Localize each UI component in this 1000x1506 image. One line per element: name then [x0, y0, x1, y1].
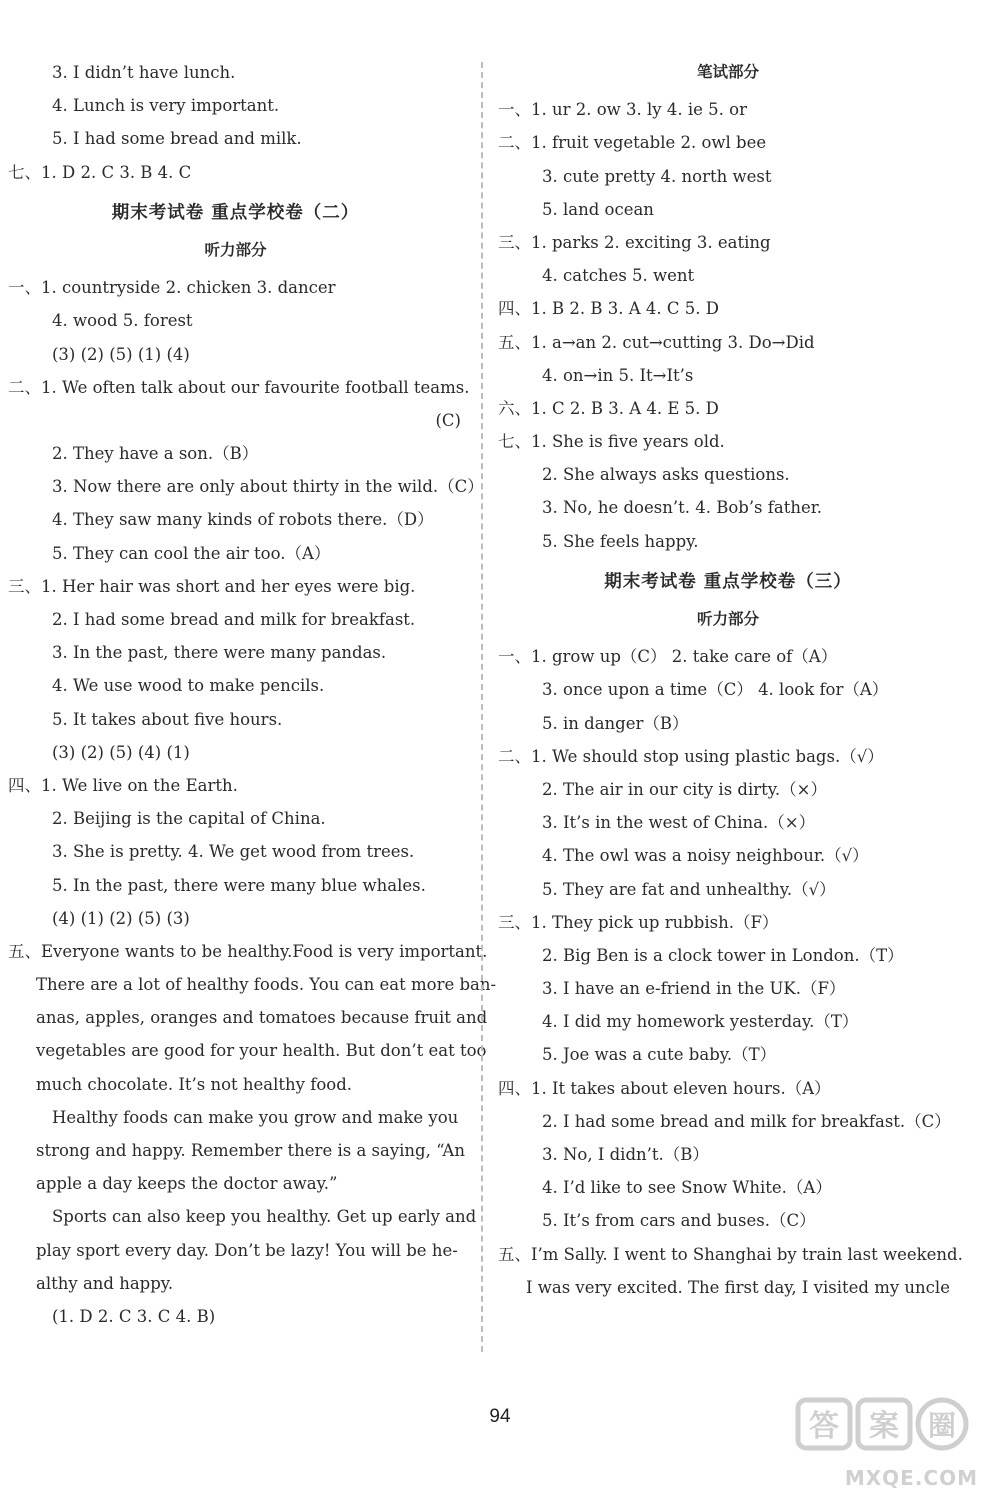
answer-line: 5. I had some bread and milk.: [52, 129, 302, 149]
section-heading: 期末考试卷 重点学校卷（三）: [604, 571, 852, 592]
answer-line: 4. on→in 5. It→It’s: [542, 365, 694, 385]
answer-line: (3) (2) (5) (1) (4): [52, 344, 190, 364]
answer-line: 2. They have a son.（B）: [52, 444, 259, 464]
subsection-heading: 听力部分: [204, 240, 267, 259]
answer-line: 3. It’s in the west of China.（×）: [542, 813, 816, 833]
left-column: [8, 56, 497, 1333]
answer-line: 五、I’m Sally. I went to Shanghai by train last weekend.: [498, 1244, 963, 1264]
answer-line: 一、1. countryside 2. chicken 3. dancer: [8, 278, 336, 298]
answer-line: There are a lot of healthy foods. You can eat more ban-: [36, 975, 497, 995]
answer-line: 5. Joe was a cute baby.（T）: [542, 1045, 777, 1065]
answer-line: 2. I had some bread and milk for breakfast.（C）: [542, 1111, 951, 1131]
subsection-heading: 听力部分: [696, 610, 759, 628]
answer-line: 3. In the past, there were many pandas.: [52, 643, 387, 663]
watermark-cn-3: 圈: [927, 1409, 957, 1442]
answer-line: I was very excited. The first day, I visited my uncle: [526, 1277, 950, 1297]
right-column: [498, 56, 963, 1304]
answer-line: 2. The air in our city is dirty.（×）: [542, 779, 827, 799]
answer-line: 4. We use wood to make pencils.: [52, 676, 325, 696]
page-number: 94: [489, 1406, 511, 1427]
answer-line: (1. D 2. C 3. C 4. B): [52, 1306, 216, 1326]
answer-line: 4. wood 5. forest: [52, 311, 193, 331]
answer-line: apple a day keeps the doctor away.”: [36, 1174, 338, 1194]
answer-line: 二、1. fruit vegetable 2. owl bee: [498, 133, 767, 153]
answer-line: 三、1. parks 2. exciting 3. eating: [498, 232, 771, 252]
answer-line: (4) (1) (2) (5) (3): [52, 908, 190, 928]
spacer: [498, 558, 958, 566]
answer-line: 5. in danger（B）: [542, 713, 689, 733]
answer-line: 3. once upon a time（C） 4. look for（A）: [542, 680, 889, 700]
answer-line: 四、1. B 2. B 3. A 4. C 5. D: [498, 299, 719, 319]
answer-line: 5. She feels happy.: [542, 531, 699, 551]
answer-line: 3. I didn’t have lunch.: [52, 63, 236, 82]
answer-line: 四、1. We live on the Earth.: [8, 775, 238, 795]
answer-line: 4. Lunch is very important.: [52, 96, 280, 116]
answer-line: 七、1. D 2. C 3. B 4. C: [8, 162, 192, 182]
answer-line: 5. In the past, there were many blue whales.: [52, 875, 426, 895]
answer-line: 5. It’s from cars and buses.（C）: [542, 1211, 816, 1231]
answer-line: 一、1. grow up（C） 2. take care of（A）: [498, 647, 838, 667]
answer-line: 五、1. a→an 2. cut→cutting 3. Do→Did: [498, 332, 815, 352]
answer-line: 三、1. Her hair was short and her eyes were big.: [8, 576, 416, 596]
answer-line: 3. I have an e-friend in the UK.（F）: [542, 979, 846, 999]
answer-line: 5. It takes about five hours.: [52, 709, 283, 729]
answer-line: 二、1. We should stop using plastic bags.（√）: [498, 746, 884, 766]
answer-line: 二、1. We often talk about our favourite football teams.: [8, 377, 470, 397]
answer-line: (3) (2) (5) (4) (1): [52, 742, 190, 762]
answer-line: 5. They are fat and unhealthy.（√）: [542, 879, 836, 899]
answer-line: 一、1. ur 2. ow 3. ly 4. ie 5. or: [498, 100, 747, 120]
answer-line: much chocolate. It’s not healthy food.: [36, 1074, 353, 1094]
answer-line: 3. No, I didn’t.（B）: [542, 1145, 709, 1164]
spacer: [8, 189, 463, 197]
answer-line: 2. She always asks questions.: [542, 465, 790, 485]
answer-line: 六、1. C 2. B 3. A 4. E 5. D: [498, 398, 719, 418]
answer-line: anas, apples, oranges and tomatoes because fruit and: [36, 1008, 488, 1028]
answer-line: 3. Now there are only about thirty in the wild.（C）: [52, 477, 484, 497]
answer-line: 5. They can cool the air too.（A）: [52, 543, 331, 563]
answer-line: Healthy foods can make you grow and make you: [52, 1107, 459, 1127]
answer-line: 4. I did my homework yesterday.（T）: [542, 1012, 859, 1032]
answer-line: 3. She is pretty. 4. We get wood from trees.: [52, 842, 415, 862]
subsection-heading: 笔试部分: [696, 63, 759, 81]
answer-line: vegetables are good for your health. But don’t eat too: [36, 1041, 487, 1061]
answer-line: 5. land ocean: [542, 199, 654, 219]
answer-line: (C): [435, 410, 461, 430]
answer-line: 五、Everyone wants to be healthy.Food is very important.: [8, 941, 488, 961]
answer-line: 4. They saw many kinds of robots there.（D）: [52, 510, 434, 530]
answer-line: 4. I’d like to see Snow White.（A）: [542, 1178, 832, 1198]
answer-line: 3. No, he doesn’t. 4. Bob’s father.: [542, 498, 823, 518]
answer-line: strong and happy. Remember there is a saying, “An: [36, 1141, 465, 1160]
answer-line: 四、1. It takes about eleven hours.（A）: [498, 1078, 831, 1098]
answer-line: 七、1. She is five years old.: [498, 432, 725, 452]
answer-line: 2. Beijing is the capital of China.: [52, 809, 326, 829]
answer-line: 2. I had some bread and milk for breakfast.: [52, 610, 416, 629]
section-heading: 期末考试卷 重点学校卷（二）: [111, 202, 360, 223]
watermark-text: MXQE.COM: [844, 1466, 978, 1490]
answer-line: play sport every day. Don’t be lazy! You will be he-: [36, 1240, 458, 1260]
answer-line: Sports can also keep you healthy. Get up early and: [52, 1207, 477, 1227]
answer-line: 4. The owl was a noisy neighbour.（√）: [542, 846, 869, 866]
answer-line: 三、1. They pick up rubbish.（F）: [498, 912, 779, 932]
answer-line: 3. cute pretty 4. north west: [542, 166, 772, 186]
answer-line: 4. catches 5. went: [542, 266, 695, 286]
answer-line: althy and happy.: [36, 1273, 174, 1293]
watermark-cn-2: 案: [869, 1409, 899, 1444]
watermark-cn-1: 答: [809, 1409, 839, 1444]
column-divider: [481, 62, 483, 1352]
answer-line: 2. Big Ben is a clock tower in London.（T）: [542, 945, 904, 965]
